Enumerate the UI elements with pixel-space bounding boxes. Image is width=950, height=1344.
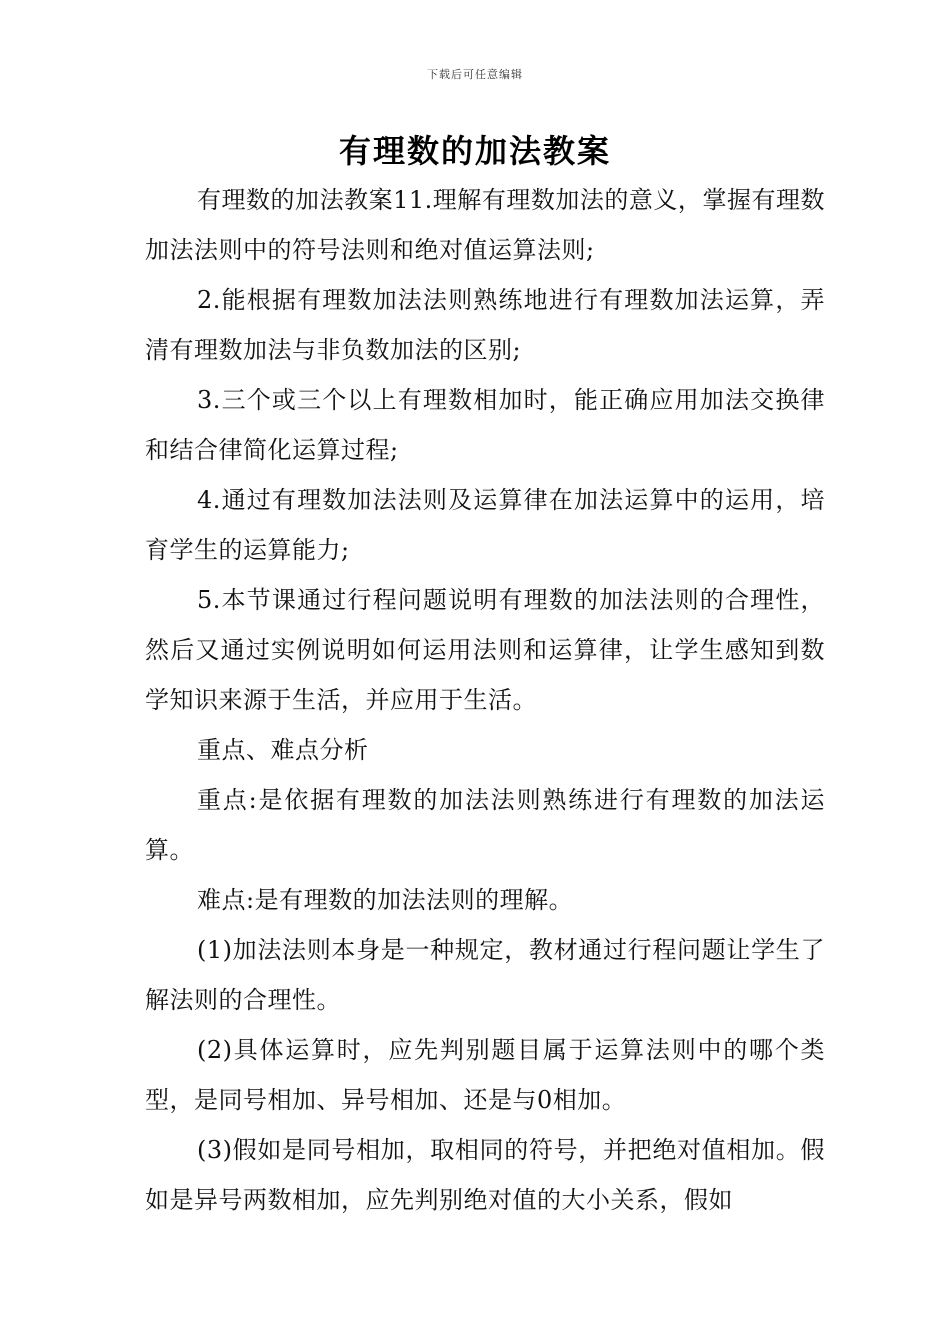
paragraph-objective-5: 5.本节课通过行程问题说明有理数的加法法则的合理性，然后又通过实例说明如何运用法则和运算律，让学生感知到数学知识来源于生活，并应用于生活。	[145, 586, 825, 714]
section-heading-key-points: 重点、难点分析	[197, 736, 369, 764]
document-body	[145, 175, 825, 1225]
paragraph-key-point: 重点:是依据有理数的加法法则熟练进行有理数的加法运算。	[145, 786, 825, 864]
header-note: 下载后可任意编辑	[427, 68, 523, 81]
paragraph-objective-3: 3.三个或三个以上有理数相加时，能正确应用加法交换律和结合律简化运算过程;	[145, 386, 825, 464]
paragraph-objective-2: 2.能根据有理数加法法则熟练地进行有理数加法运算，弄清有理数加法与非负数加法的区别;	[145, 286, 825, 364]
paragraph-objective-4: 4.通过有理数加法法则及运算律在加法运算中的运用，培育学生的运算能力;	[145, 486, 825, 564]
paragraph-difficulty: 难点:是有理数的加法法则的理解。	[197, 886, 574, 914]
paragraph-note-3: (3)假如是同号相加，取相同的符号，并把绝对值相加。假如是异号两数相加，应先判别绝对值的大小关系，假如	[145, 1136, 825, 1214]
paragraph-note-2: (2)具体运算时，应先判别题目属于运算法则中的哪个类型，是同号相加、异号相加、还是与0相加。	[145, 1036, 825, 1114]
document-title: 有理数的加法教案	[338, 132, 611, 170]
paragraph-objective-1: 有理数的加法教案11.理解有理数加法的意义，掌握有理数加法法则中的符号法则和绝对值运算法则;	[145, 186, 825, 264]
paragraph-note-1: (1)加法法则本身是一种规定，教材通过行程问题让学生了解法则的合理性。	[145, 936, 825, 1014]
